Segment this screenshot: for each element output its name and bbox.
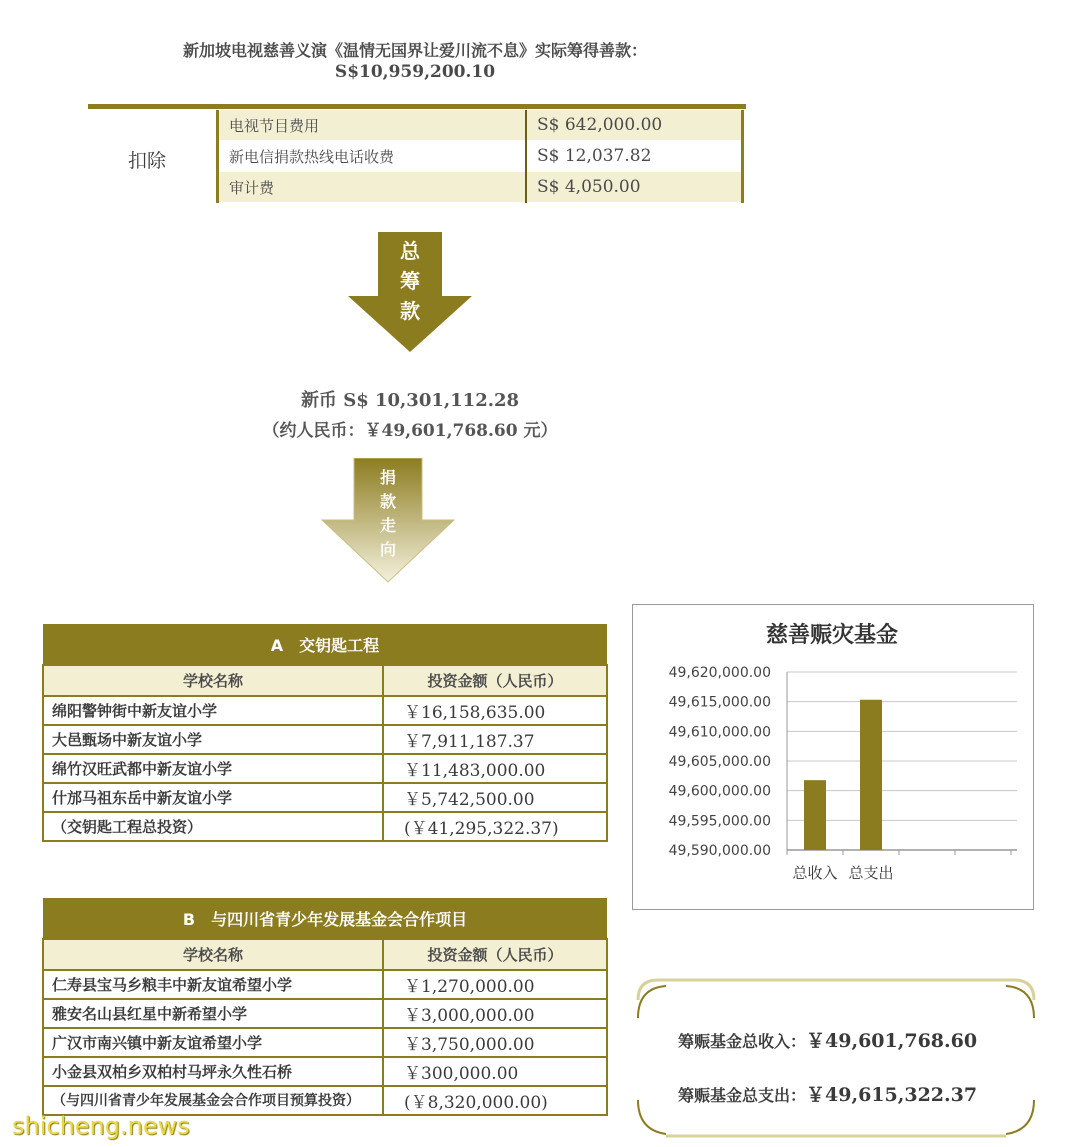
- amount: (￥41,295,322.37): [383, 812, 607, 841]
- project-a-title: A 交钥匙工程: [43, 624, 607, 665]
- amount: ￥1,270,000.00: [383, 970, 607, 999]
- project-b-table: [42, 898, 608, 1116]
- deduction-value: S$ 642,000.00: [526, 110, 743, 141]
- y-tick-label: 49,595,000.00: [668, 813, 771, 830]
- bar: [804, 780, 826, 850]
- school-name: 大邑甄场中新友谊小学: [43, 725, 383, 754]
- y-tick-label: 49,590,000.00: [668, 843, 771, 859]
- amount: ￥3,750,000.00: [383, 1028, 607, 1057]
- deduction-item: 审计费: [218, 172, 527, 203]
- school-name: 绵竹汉旺武都中新友谊小学: [43, 754, 383, 783]
- school-name: （交钥匙工程总投资）: [43, 812, 383, 841]
- deduction-top-rule: [88, 104, 746, 109]
- summary-frame: [636, 978, 1036, 1140]
- col-header-amount: 投资金额（人民币）: [383, 939, 607, 970]
- deduction-table: [216, 110, 744, 203]
- deduction-label: 扣除: [128, 150, 167, 172]
- summary-income: [678, 1026, 977, 1053]
- school-name: 绵阳警钟街中新友谊小学: [43, 696, 383, 725]
- header-raised-amount: S$10,959,200.10: [334, 62, 496, 82]
- arrow-char: 款: [379, 492, 396, 511]
- donation-flow-label: [376, 466, 400, 562]
- amount: ￥5,742,500.00: [383, 783, 607, 812]
- summary-expense-label: 筹赈基金总支出：: [678, 1086, 807, 1105]
- arrow-char: 捐: [379, 468, 396, 487]
- school-name: （与四川省青少年发展基金会合作项目预算投资）: [43, 1086, 383, 1115]
- school-name: 仁寿县宝马乡粮丰中新友谊希望小学: [43, 970, 383, 999]
- deduction-item: 电视节目费用: [218, 110, 527, 141]
- table-row: [43, 970, 607, 999]
- summary-expense-value: ￥49,615,322.37: [806, 1084, 978, 1106]
- summary-income-label: 筹赈基金总收入：: [678, 1032, 807, 1051]
- amount: ￥3,000,000.00: [383, 999, 607, 1028]
- table-row-total: [43, 812, 607, 841]
- y-tick-label: 49,600,000.00: [668, 783, 771, 800]
- bar: [860, 700, 882, 850]
- deduction-value: S$ 12,037.82: [526, 141, 743, 172]
- arrow-char: 走: [379, 516, 396, 535]
- total-rmb: （约人民币：￥49,601,768.60 元）: [262, 421, 558, 441]
- y-tick-label: 49,620,000.00: [668, 665, 771, 681]
- watermark: shicheng.news: [12, 1112, 190, 1140]
- table-row: [43, 754, 607, 783]
- table-row: [43, 1028, 607, 1057]
- y-tick-label: 49,610,000.00: [668, 724, 771, 741]
- header-title: 新加坡电视慈善义演《温情无国界让爱川流不息》实际筹得善款：: [182, 41, 647, 60]
- arrow-char: 筹: [400, 269, 420, 293]
- school-name: 小金县双柏乡双柏村马坪永久性石桥: [43, 1057, 383, 1086]
- deduction-row: [218, 110, 743, 141]
- col-header-amount: 投资金额（人民币）: [383, 665, 607, 696]
- bar-chart: [632, 604, 1032, 908]
- school-name: 什邡马祖东岳中新友谊小学: [43, 783, 383, 812]
- arrow-char: 款: [400, 299, 420, 323]
- amount: ￥300,000.00: [383, 1057, 607, 1086]
- deduction-item: 新电信捐款热线电话收费: [218, 141, 527, 172]
- summary-expense: [678, 1080, 977, 1107]
- arrow-char: 总: [400, 239, 420, 263]
- amount: ￥16,158,635.00: [383, 696, 607, 725]
- project-b-title: B 与四川省青少年发展基金会合作项目: [43, 898, 607, 939]
- chart-title: 慈善赈灾基金: [765, 623, 898, 648]
- school-name: 广汉市南兴镇中新友谊希望小学: [43, 1028, 383, 1057]
- amount: ￥11,483,000.00: [383, 754, 607, 783]
- project-a-table: [42, 624, 608, 842]
- x-tick-label: 总支出: [848, 864, 894, 882]
- col-header-school: 学校名称: [43, 665, 383, 696]
- table-row: [43, 999, 607, 1028]
- amount: (￥8,320,000.00): [383, 1086, 607, 1115]
- table-row: [43, 696, 607, 725]
- deduction-row: [218, 141, 743, 172]
- total-sgd: 新币 S$ 10,301,112.28: [300, 390, 520, 411]
- deduction-row: [218, 172, 743, 203]
- total-arrow-label: [395, 236, 425, 326]
- summary-income-value: ￥49,601,768.60: [806, 1030, 978, 1052]
- y-tick-label: 49,615,000.00: [668, 694, 771, 711]
- deduction-value: S$ 4,050.00: [526, 172, 743, 203]
- x-tick-label: 总收入: [792, 864, 838, 882]
- table-row: [43, 1057, 607, 1086]
- table-row-total: [43, 1086, 607, 1115]
- school-name: 雅安名山县红星中新希望小学: [43, 999, 383, 1028]
- col-header-school: 学校名称: [43, 939, 383, 970]
- table-row: [43, 725, 607, 754]
- amount: ￥7,911,187.37: [383, 725, 607, 754]
- table-row: [43, 783, 607, 812]
- y-tick-label: 49,605,000.00: [668, 754, 771, 770]
- arrow-char: 向: [379, 540, 396, 559]
